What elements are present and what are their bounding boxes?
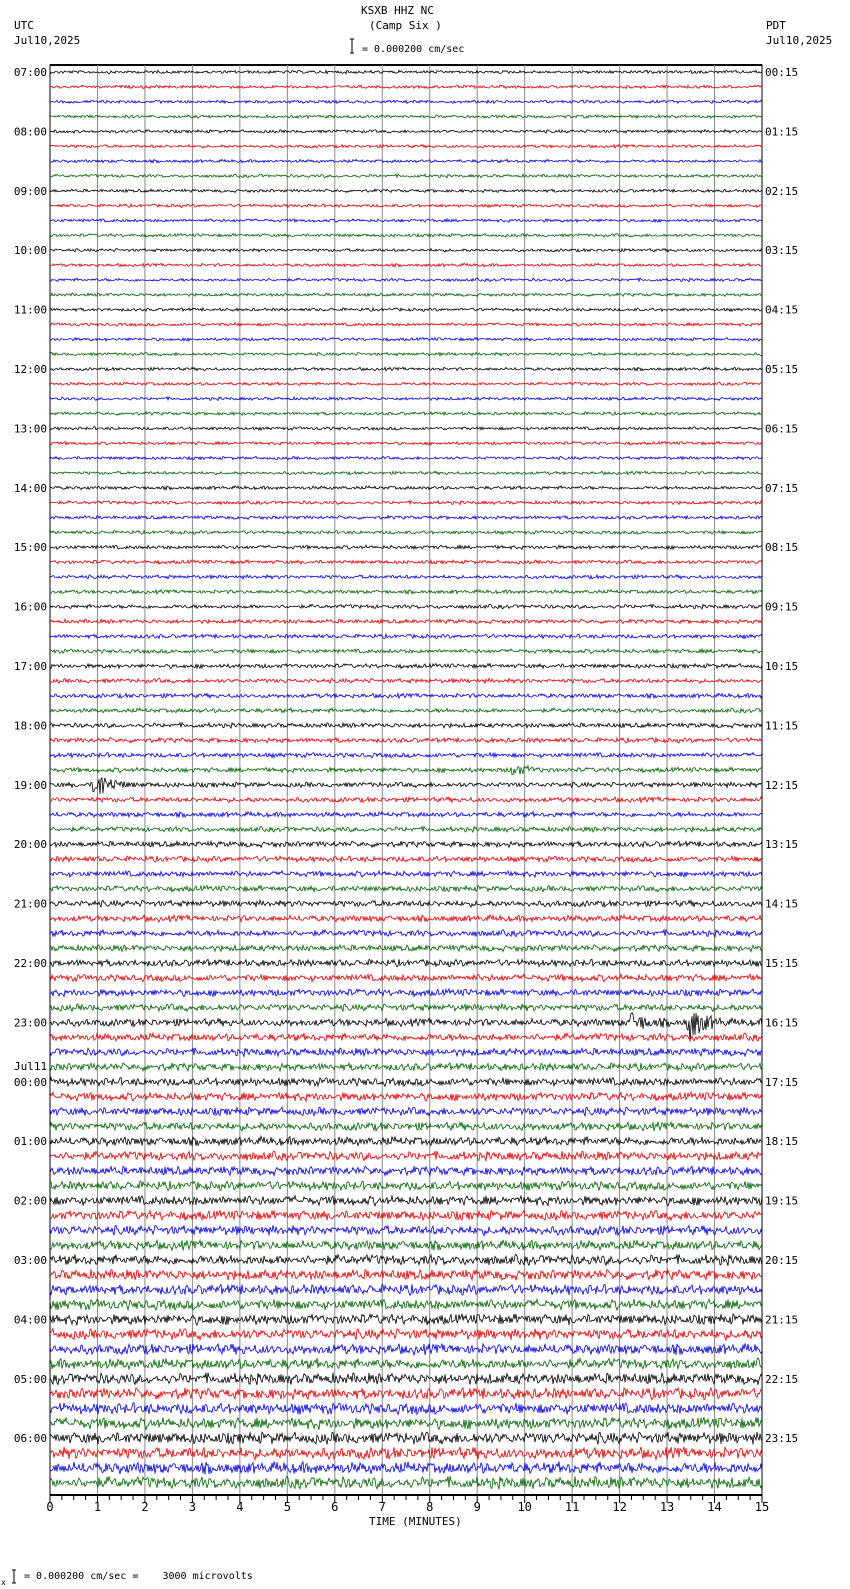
right-hour-label: 00:15 — [765, 66, 799, 79]
seismic-trace — [50, 278, 762, 282]
seismic-trace — [50, 263, 762, 267]
x-tick-label: 5 — [283, 1500, 291, 1514]
left-hour-label: 04:00 — [13, 1313, 47, 1327]
left-hour-label: 03:00 — [13, 1254, 47, 1267]
x-tick-label: 12 — [612, 1500, 627, 1514]
seismic-trace — [50, 959, 762, 967]
seismic-trace — [50, 471, 762, 474]
seismic-trace — [50, 1136, 762, 1146]
seismic-trace — [50, 1284, 762, 1295]
seismic-trace — [50, 1314, 762, 1326]
seismic-trace — [50, 1033, 762, 1041]
seismic-trace — [50, 367, 762, 371]
seismic-trace — [50, 841, 762, 847]
right-hour-label: 22:15 — [765, 1372, 799, 1386]
seismic-trace — [50, 545, 762, 549]
seismic-trace — [50, 501, 762, 505]
seismic-trace — [50, 708, 762, 713]
seismic-trace — [50, 974, 762, 981]
x-tick-label: 4 — [236, 1500, 244, 1514]
left-hour-label: 11:00 — [13, 303, 47, 317]
seismic-trace — [50, 812, 762, 818]
left-hour-label: 08:00 — [13, 125, 47, 139]
seismic-trace — [50, 145, 762, 148]
seismic-trace — [50, 100, 762, 103]
seismic-trace — [50, 1461, 762, 1474]
seismic-trace — [50, 531, 762, 535]
seismic-trace — [50, 930, 762, 937]
seismic-trace — [50, 1004, 762, 1012]
seismic-trace — [50, 293, 762, 297]
x-tick-label: 0 — [46, 1500, 54, 1514]
seismic-trace — [50, 174, 762, 178]
seismic-trace — [50, 1403, 762, 1415]
right-hour-label: 13:15 — [765, 838, 799, 852]
seismic-trace — [50, 456, 762, 459]
seismic-trace — [50, 856, 762, 862]
seismic-trace — [50, 693, 762, 698]
seismic-trace — [50, 1240, 762, 1251]
seismic-trace — [50, 797, 762, 803]
seismic-trace — [50, 1078, 762, 1087]
right-hour-label: 04:15 — [765, 303, 799, 317]
right-hour-label: 11:15 — [765, 719, 799, 733]
seismic-trace — [50, 619, 762, 624]
seismic-trace — [50, 871, 762, 877]
right-date: Jul10,2025 — [766, 34, 833, 47]
right-hour-label: 06:15 — [765, 422, 799, 436]
x-tick-label: 10 — [517, 1500, 532, 1514]
footer-scale-bar-icon — [12, 1570, 16, 1583]
left-hour-label: 10:00 — [13, 244, 47, 258]
seismic-trace — [50, 679, 762, 684]
left-hour-label: 22:00 — [13, 957, 47, 970]
seismic-trace — [50, 634, 762, 639]
seismic-trace — [50, 1373, 762, 1385]
x-tick-label: 1 — [93, 1500, 102, 1514]
right-hour-label: 18:15 — [765, 1135, 799, 1149]
x-tick-label: 3 — [188, 1500, 197, 1514]
right-hour-label: 07:15 — [765, 481, 799, 495]
left-hour-label: 14:00 — [13, 481, 47, 495]
left-hour-label: 07:00 — [13, 66, 47, 79]
seismic-trace — [50, 1122, 762, 1131]
seismic-trace — [50, 1166, 762, 1176]
seismic-trace — [50, 323, 762, 326]
seismic-trace — [50, 1343, 762, 1355]
plot-frame — [50, 65, 762, 1495]
footer-scale: = 0.000200 cm/sec = 3000 microvolts — [24, 1571, 253, 1582]
seismic-trace — [50, 738, 762, 743]
seismic-trace — [50, 1329, 762, 1341]
right-hour-label: 10:15 — [765, 660, 799, 673]
right-hour-label: 14:15 — [765, 897, 799, 911]
seismic-trace — [50, 1063, 762, 1071]
x-tick-label: 6 — [331, 1500, 339, 1514]
seismic-trace — [50, 886, 762, 892]
right-hour-label: 15:15 — [765, 957, 799, 970]
seismic-trace — [50, 1107, 762, 1116]
seismic-trace — [50, 353, 762, 356]
left-hour-label: 09:00 — [13, 184, 47, 198]
left-hour-label: 01:00 — [13, 1135, 47, 1149]
seismic-trace — [50, 827, 762, 833]
left-hour-label: 19:00 — [13, 778, 47, 792]
left-hour-label: 06:00 — [13, 1432, 47, 1446]
seismic-trace — [50, 723, 762, 728]
seismic-trace — [50, 1432, 762, 1445]
left-hour-label: 23:00 — [13, 1016, 47, 1030]
x-tick-label: 11 — [564, 1500, 580, 1514]
seismic-trace — [50, 1254, 762, 1265]
seismic-trace — [50, 1447, 762, 1460]
left-hour-label: 05:00 — [13, 1372, 47, 1386]
left-hour-label: 17:00 — [13, 660, 47, 673]
seismic-trace — [50, 189, 762, 192]
seismic-trace — [50, 397, 762, 401]
seismic-trace — [50, 989, 762, 997]
seismic-trace — [50, 1181, 762, 1191]
scale-bar-icon — [350, 39, 354, 53]
x-tick-label: 13 — [659, 1500, 675, 1514]
seismic-trace — [50, 915, 762, 922]
seismic-trace — [50, 1269, 762, 1280]
seismic-trace — [50, 766, 762, 775]
right-hour-label: 01:15 — [765, 125, 799, 139]
left-hour-label: 15:00 — [13, 541, 47, 555]
left-hour-label: 12:00 — [13, 363, 47, 376]
x-tick-label: 7 — [378, 1500, 386, 1514]
seismic-trace — [50, 130, 762, 133]
scale-label: = 0.000200 cm/sec — [362, 44, 465, 55]
x-tick-label: 9 — [473, 1500, 481, 1514]
seismic-trace — [50, 945, 762, 952]
seismic-trace — [50, 308, 762, 311]
seismic-trace — [50, 1476, 762, 1489]
left-hour-label: 21:00 — [13, 897, 47, 911]
seismic-trace — [50, 204, 762, 207]
right-hour-label: 16:15 — [765, 1016, 799, 1030]
right-hour-label: 02:15 — [765, 184, 799, 198]
left-date: Jul10,2025 — [14, 34, 81, 47]
seismic-trace — [50, 1388, 762, 1400]
left-hour-label: 16:00 — [13, 600, 47, 614]
right-hour-label: 17:15 — [765, 1075, 799, 1089]
seismic-trace — [50, 604, 762, 609]
seismic-trace — [50, 560, 762, 564]
seismic-trace — [50, 70, 762, 73]
left-timezone: UTC — [14, 19, 34, 32]
seismic-trace — [50, 1417, 762, 1429]
seismic-trace — [50, 85, 762, 89]
seismic-trace — [50, 219, 762, 223]
left-hour-label: 02:00 — [13, 1194, 47, 1208]
station-title: KSXB HHZ NC — [361, 4, 434, 17]
left-hour-label: 00:00 — [13, 1075, 47, 1089]
left-hour-label: 20:00 — [13, 838, 47, 852]
right-hour-label: 23:15 — [765, 1432, 799, 1446]
seismic-trace — [50, 1225, 762, 1235]
seismic-trace — [50, 1358, 762, 1369]
footer-prefix: x — [1, 1578, 6, 1587]
seismic-trace — [50, 900, 762, 907]
seismic-trace — [50, 486, 762, 490]
date-change-label: Jul11 — [14, 1059, 48, 1073]
seismic-trace — [50, 382, 762, 385]
right-hour-label: 20:15 — [765, 1254, 799, 1267]
seismic-trace — [50, 234, 762, 237]
seismic-trace — [50, 442, 762, 446]
seismic-trace — [50, 1299, 762, 1310]
seismic-trace — [50, 159, 762, 163]
right-hour-label: 05:15 — [765, 363, 799, 376]
x-axis-label: TIME (MINUTES) — [369, 1515, 462, 1528]
x-tick-label: 2 — [141, 1500, 149, 1514]
seismic-trace — [50, 1092, 762, 1101]
seismic-trace — [50, 412, 762, 415]
seismic-trace — [50, 249, 762, 253]
right-hour-label: 08:15 — [765, 541, 799, 555]
x-tick-label: 14 — [707, 1500, 722, 1514]
seismic-trace — [50, 649, 762, 653]
seismic-trace — [50, 427, 762, 430]
left-hour-label: 18:00 — [13, 719, 47, 733]
seismic-trace — [50, 115, 762, 118]
x-tick-label: 8 — [426, 1500, 434, 1514]
seismic-trace — [50, 778, 762, 794]
right-hour-label: 21:15 — [765, 1313, 799, 1327]
seismic-trace — [50, 753, 762, 758]
seismic-trace — [50, 664, 762, 669]
seismic-trace — [50, 590, 762, 594]
seismic-trace — [50, 1210, 762, 1220]
right-hour-label: 12:15 — [765, 778, 799, 792]
seismic-trace — [50, 1048, 762, 1057]
seismic-trace — [50, 575, 762, 579]
seismic-trace — [50, 1196, 762, 1206]
seismic-trace — [50, 1151, 762, 1161]
right-hour-label: 03:15 — [765, 244, 799, 258]
seismic-trace — [50, 338, 762, 341]
right-timezone: PDT — [766, 19, 786, 32]
seismic-trace — [50, 516, 762, 520]
right-hour-label: 09:15 — [765, 600, 799, 614]
right-hour-label: 19:15 — [765, 1194, 799, 1208]
station-location: (Camp Six ) — [369, 19, 442, 32]
x-tick-label: 15 — [754, 1500, 770, 1514]
left-hour-label: 13:00 — [13, 422, 47, 436]
